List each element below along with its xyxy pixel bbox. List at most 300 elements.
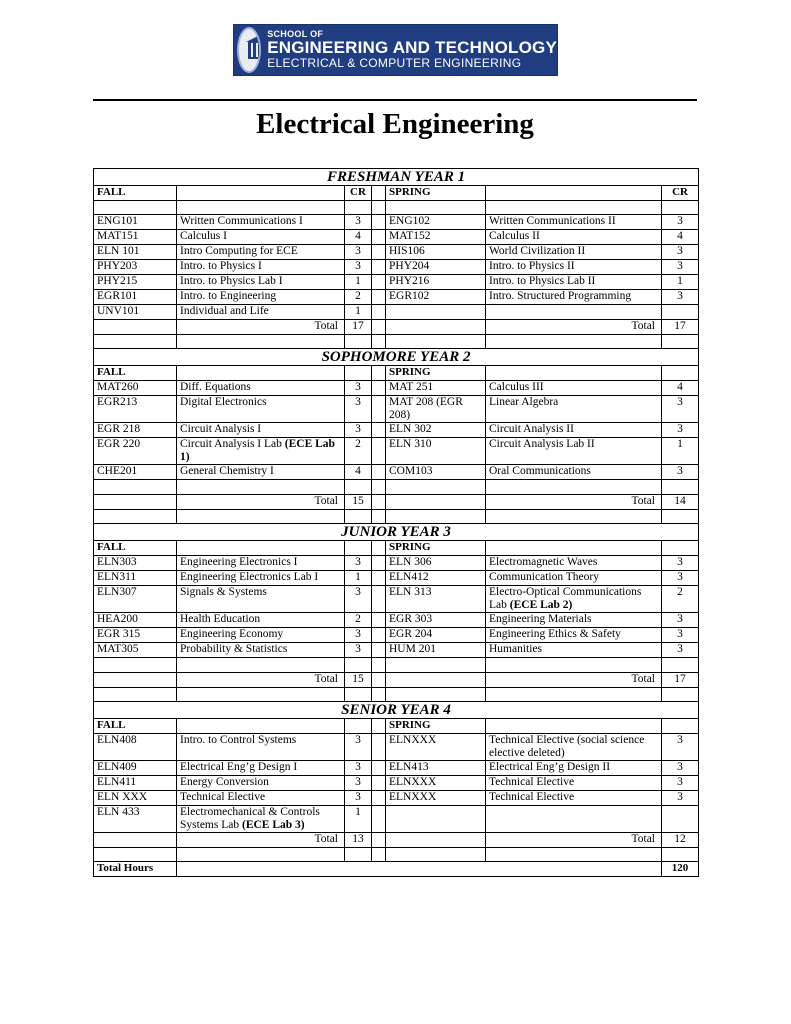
course-row (94, 571, 699, 586)
spring-credits: 3 (662, 556, 699, 571)
empty-cell (662, 366, 699, 381)
spring-credits: 1 (662, 275, 699, 290)
spring-course-code: ELNXXX (386, 776, 486, 791)
fall-course-title (177, 290, 345, 305)
spring-credits: 3 (662, 761, 699, 776)
empty-cell (94, 335, 177, 349)
spring-course-code: MAT 251 (386, 381, 486, 396)
header-rule (93, 99, 697, 101)
spring-course-title-text: Intro. to Physics Lab II (489, 275, 596, 287)
fall-credits: 3 (345, 381, 372, 396)
fall-credits: 2 (345, 438, 372, 465)
empty-cell (372, 480, 386, 495)
spring-credits: 3 (662, 791, 699, 806)
fall-course-code: EGR 218 (94, 423, 177, 438)
spring-course-title (486, 290, 662, 305)
empty-cell (177, 541, 345, 556)
fall-credits: 3 (345, 396, 372, 423)
fall-credits: 3 (345, 556, 372, 571)
course-row (94, 260, 699, 275)
fall-course-title-text: Energy Conversion (180, 776, 269, 788)
empty-cell (486, 541, 662, 556)
fall-course-code: ENG101 (94, 215, 177, 230)
semester-header-row (94, 541, 699, 556)
spring-course-code: ELN 313 (386, 586, 486, 613)
empty-cell (486, 201, 662, 215)
fall-course-title (177, 230, 345, 245)
spring-course-title-text: Circuit Analysis II (489, 423, 574, 435)
spring-course-title (486, 230, 662, 245)
fall-credits: 3 (345, 215, 372, 230)
empty-cell (94, 848, 177, 862)
empty-cell (386, 320, 486, 335)
fall-label: FALL (94, 366, 177, 381)
empty-cell (372, 658, 386, 673)
empty-cell (372, 201, 386, 215)
spring-course-title-text: Intro. Structured Programming (489, 290, 632, 302)
fall-course-title-text: Intro. to Physics I (180, 260, 262, 272)
fall-course-title (177, 438, 345, 465)
spring-course-code: PHY204 (386, 260, 486, 275)
empty-cell (177, 186, 345, 201)
empty-cell (372, 230, 386, 245)
spacer-row (94, 510, 699, 524)
empty-cell (345, 541, 372, 556)
spring-course-title-text: Technical Elective (489, 776, 575, 788)
fall-course-code: EGR101 (94, 290, 177, 305)
empty-cell (372, 423, 386, 438)
semester-header-row (94, 366, 699, 381)
spring-course-title (486, 658, 662, 673)
empty-cell (345, 510, 372, 524)
course-row (94, 275, 699, 290)
spring-course-code: COM103 (386, 465, 486, 480)
empty-cell (486, 335, 662, 349)
empty-cell (372, 556, 386, 571)
fall-course-title-text: Probability & Statistics (180, 643, 288, 655)
fall-course-title (177, 396, 345, 423)
fall-course-title (177, 776, 345, 791)
spring-course-title-text: Technical Elective (social science elective deleted) (489, 734, 645, 759)
fall-credits: 3 (345, 776, 372, 791)
spring-course-title-text: Calculus III (489, 381, 544, 393)
fall-credits: 4 (345, 230, 372, 245)
spring-course-title (486, 734, 662, 761)
empty-cell (94, 495, 177, 510)
spring-course-title-text: Electro-Optical Communications Lab (489, 586, 642, 611)
fall-course-title-text: Electromechanical & Controls Systems Lab (180, 806, 320, 831)
fall-credits: 2 (345, 613, 372, 628)
fall-course-code: ELN311 (94, 571, 177, 586)
fall-total-label: Total (177, 673, 345, 688)
fall-course-title (177, 806, 345, 833)
spring-course-code: EGR 204 (386, 628, 486, 643)
spacer-row (94, 688, 699, 702)
fall-label: FALL (94, 719, 177, 734)
year-title: SENIOR YEAR 4 (94, 702, 699, 719)
empty-cell (662, 719, 699, 734)
spring-course-code: ELN 310 (386, 438, 486, 465)
spring-course-title-text: Written Communications II (489, 215, 616, 227)
spring-total-label: Total (486, 320, 662, 335)
fall-credits: 1 (345, 806, 372, 833)
course-row (94, 290, 699, 305)
spring-course-code: ELN412 (386, 571, 486, 586)
fall-course-title (177, 761, 345, 776)
empty-cell (662, 335, 699, 349)
semester-header-row (94, 719, 699, 734)
spring-course-title-text: Technical Elective (489, 791, 575, 803)
fall-course-code: ELN408 (94, 734, 177, 761)
spring-label: SPRING (386, 719, 486, 734)
logo-line-2: ENGINEERING AND TECHNOLOGY (267, 38, 557, 57)
spring-course-title (486, 791, 662, 806)
spring-course-title-text: Engineering Ethics & Safety (489, 628, 621, 640)
spring-course-code: ELNXXX (386, 734, 486, 761)
empty-cell (372, 833, 386, 848)
fall-course-title (177, 643, 345, 658)
logo-text (267, 25, 557, 75)
empty-cell (386, 201, 486, 215)
spring-course-code: HIS106 (386, 245, 486, 260)
total-hours-label: Total Hours (94, 862, 177, 877)
empty-cell (386, 833, 486, 848)
empty-cell (372, 586, 386, 613)
fall-course-title (177, 305, 345, 320)
spring-course-code: EGR102 (386, 290, 486, 305)
spring-course-code (386, 480, 486, 495)
spring-course-code (386, 806, 486, 833)
fall-credits: 3 (345, 586, 372, 613)
spring-course-code: EGR 303 (386, 613, 486, 628)
empty-cell (372, 495, 386, 510)
fall-credits: 1 (345, 275, 372, 290)
spring-course-title (486, 586, 662, 613)
empty-cell (94, 320, 177, 335)
fall-total-label: Total (177, 833, 345, 848)
fall-course-title (177, 571, 345, 586)
spring-total-value: 12 (662, 833, 699, 848)
course-row (94, 791, 699, 806)
spring-course-title (486, 260, 662, 275)
spring-credits (662, 480, 699, 495)
empty-cell (372, 719, 386, 734)
empty-cell (372, 734, 386, 761)
fall-course-title-text: Technical Elective (180, 791, 266, 803)
fall-course-title (177, 260, 345, 275)
spring-credits: 4 (662, 381, 699, 396)
spring-total-value: 17 (662, 673, 699, 688)
spring-course-title (486, 215, 662, 230)
empty-cell (372, 335, 386, 349)
course-row (94, 586, 699, 613)
spring-course-title (486, 776, 662, 791)
fall-course-title-text: Written Communications I (180, 215, 303, 227)
fall-course-title (177, 613, 345, 628)
empty-cell (345, 719, 372, 734)
fall-course-code: EGR213 (94, 396, 177, 423)
spring-course-title (486, 245, 662, 260)
spring-credits: 2 (662, 586, 699, 613)
fall-course-title-text: Engineering Economy (180, 628, 284, 640)
empty-cell (372, 186, 386, 201)
spring-credits: 3 (662, 290, 699, 305)
spring-course-title (486, 761, 662, 776)
fall-credits: 3 (345, 643, 372, 658)
spacer-row (94, 848, 699, 862)
fall-course-code: UNV101 (94, 305, 177, 320)
empty-cell (372, 381, 386, 396)
empty-cell (94, 833, 177, 848)
fall-cr-label: CR (345, 186, 372, 201)
spring-credits (662, 305, 699, 320)
spring-course-code: MAT152 (386, 230, 486, 245)
spring-credits: 3 (662, 215, 699, 230)
empty-cell (372, 320, 386, 335)
course-row (94, 628, 699, 643)
empty-cell (386, 495, 486, 510)
fall-credits: 3 (345, 245, 372, 260)
fall-label: FALL (94, 186, 177, 201)
empty-cell (372, 673, 386, 688)
empty-cell (372, 260, 386, 275)
fall-course-title (177, 628, 345, 643)
empty-cell (94, 688, 177, 702)
empty-cell (486, 366, 662, 381)
course-row (94, 381, 699, 396)
spring-total-label: Total (486, 673, 662, 688)
empty-cell (386, 335, 486, 349)
fall-course-title (177, 275, 345, 290)
spring-credits: 3 (662, 628, 699, 643)
empty-cell (372, 776, 386, 791)
spring-course-title-text: Electrical Eng’g Design II (489, 761, 611, 773)
spring-course-title (486, 438, 662, 465)
fall-course-title-text: Health Education (180, 613, 261, 625)
empty-cell (372, 848, 386, 862)
course-row (94, 305, 699, 320)
spring-credits: 3 (662, 260, 699, 275)
spring-total-value: 14 (662, 495, 699, 510)
empty-cell (177, 862, 662, 877)
spring-course-code: ELN 302 (386, 423, 486, 438)
fall-course-title-text: Intro Computing for ECE (180, 245, 298, 257)
course-row (94, 396, 699, 423)
fall-course-title (177, 215, 345, 230)
spring-course-title-text: Circuit Analysis Lab II (489, 438, 595, 450)
fall-course-code: ELN 433 (94, 806, 177, 833)
fall-course-title-text: General Chemistry I (180, 465, 274, 477)
spring-course-title (486, 643, 662, 658)
empty-cell (372, 688, 386, 702)
spring-credits: 4 (662, 230, 699, 245)
empty-cell (345, 366, 372, 381)
fall-course-title (177, 245, 345, 260)
fall-credits: 3 (345, 761, 372, 776)
course-row (94, 465, 699, 480)
logo-line-1: SCHOOL OF (267, 29, 324, 39)
fall-course-title (177, 658, 345, 673)
empty-cell (372, 275, 386, 290)
fall-credits: 3 (345, 260, 372, 275)
fall-course-code: PHY203 (94, 260, 177, 275)
spring-course-title-text: Intro. to Physics II (489, 260, 575, 272)
fall-course-title-text: Intro. to Physics Lab I (180, 275, 283, 287)
empty-cell (662, 848, 699, 862)
spring-credits: 3 (662, 776, 699, 791)
empty-cell (177, 719, 345, 734)
course-row (94, 245, 699, 260)
fall-credits: 3 (345, 734, 372, 761)
fall-course-title-text: Intro. to Engineering (180, 290, 277, 302)
spring-course-title (486, 571, 662, 586)
fall-course-title-text: Signals & Systems (180, 586, 267, 598)
fall-course-title (177, 480, 345, 495)
empty-cell (372, 761, 386, 776)
fall-course-code: ELN XXX (94, 791, 177, 806)
spring-course-title (486, 396, 662, 423)
spring-credits: 3 (662, 465, 699, 480)
spring-course-title (486, 465, 662, 480)
fall-course-title (177, 465, 345, 480)
empty-cell (94, 673, 177, 688)
course-row (94, 734, 699, 761)
empty-cell (386, 673, 486, 688)
fall-course-title (177, 586, 345, 613)
fall-course-title-text: Intro. to Control Systems (180, 734, 297, 746)
empty-cell (486, 688, 662, 702)
empty-cell (372, 305, 386, 320)
year-title-row (94, 349, 699, 366)
fall-course-title-text: Electrical Eng’g Design I (180, 761, 298, 773)
fall-course-code: ELN409 (94, 761, 177, 776)
fall-credits: 3 (345, 628, 372, 643)
semester-header-row (94, 186, 699, 201)
fall-course-code: EGR 315 (94, 628, 177, 643)
spring-course-title (486, 806, 662, 833)
spring-label: SPRING (386, 366, 486, 381)
empty-cell (372, 215, 386, 230)
fall-course-code: MAT151 (94, 230, 177, 245)
fall-course-code: ELN307 (94, 586, 177, 613)
spacer-row (94, 335, 699, 349)
empty-cell (372, 366, 386, 381)
year-title-row (94, 169, 699, 186)
empty-cell (386, 848, 486, 862)
year-title-row (94, 702, 699, 719)
course-row (94, 613, 699, 628)
fall-course-code (94, 658, 177, 673)
empty-cell (177, 688, 345, 702)
course-row (94, 643, 699, 658)
spring-total-label: Total (486, 495, 662, 510)
spring-course-code: ELN 306 (386, 556, 486, 571)
spring-course-title (486, 628, 662, 643)
spring-course-code: PHY216 (386, 275, 486, 290)
empty-cell (486, 848, 662, 862)
empty-cell (345, 688, 372, 702)
empty-cell (662, 541, 699, 556)
empty-cell (662, 201, 699, 215)
fall-lab-tag: (ECE Lab 3) (241, 819, 305, 831)
fall-course-code: MAT260 (94, 381, 177, 396)
fall-credits: 3 (345, 423, 372, 438)
spring-label: SPRING (386, 186, 486, 201)
course-row (94, 761, 699, 776)
empty-cell (94, 510, 177, 524)
spring-course-title-text: World Civilization II (489, 245, 586, 257)
spring-total-value: 17 (662, 320, 699, 335)
curriculum-table (93, 168, 699, 877)
spring-course-code: ELNXXX (386, 791, 486, 806)
spring-credits: 3 (662, 643, 699, 658)
empty-cell (177, 510, 345, 524)
empty-cell (372, 643, 386, 658)
empty-cell (372, 613, 386, 628)
empty-cell (372, 290, 386, 305)
fall-total-value: 15 (345, 495, 372, 510)
empty-cell (662, 510, 699, 524)
fall-course-code (94, 480, 177, 495)
total-row (94, 320, 699, 335)
spring-total-label: Total (486, 833, 662, 848)
spring-credits (662, 806, 699, 833)
course-row (94, 215, 699, 230)
spring-credits: 3 (662, 571, 699, 586)
empty-cell (372, 510, 386, 524)
empty-cell (372, 465, 386, 480)
course-row (94, 230, 699, 245)
spacer-row (94, 201, 699, 215)
spring-credits: 3 (662, 613, 699, 628)
course-row (94, 480, 699, 495)
spring-course-code: ELN413 (386, 761, 486, 776)
school-logo (233, 24, 558, 76)
year-title: SOPHOMORE YEAR 2 (94, 349, 699, 366)
fall-course-title-text: Circuit Analysis I Lab (180, 438, 282, 450)
fall-course-code: MAT305 (94, 643, 177, 658)
year-title: FRESHMAN YEAR 1 (94, 169, 699, 186)
spring-credits: 3 (662, 245, 699, 260)
spring-course-title (486, 275, 662, 290)
fall-course-code: ELN 101 (94, 245, 177, 260)
spring-course-title-text: Engineering Materials (489, 613, 592, 625)
empty-cell (177, 848, 345, 862)
spring-credits: 3 (662, 396, 699, 423)
fall-total-value: 13 (345, 833, 372, 848)
fall-course-title (177, 381, 345, 396)
fall-credits (345, 480, 372, 495)
spring-course-title-text: Communication Theory (489, 571, 599, 583)
fall-credits: 2 (345, 290, 372, 305)
fall-lab-tag: (ECE Lab 1) (180, 438, 335, 463)
fall-credits (345, 658, 372, 673)
spring-course-title-text: Calculus II (489, 230, 540, 242)
total-row (94, 673, 699, 688)
spring-course-title-text: Electromagnetic Waves (489, 556, 598, 568)
spring-course-title (486, 480, 662, 495)
total-row (94, 833, 699, 848)
empty-cell (177, 366, 345, 381)
year-title-row (94, 524, 699, 541)
fall-course-title (177, 423, 345, 438)
fall-course-code: HEA200 (94, 613, 177, 628)
empty-cell (486, 186, 662, 201)
empty-cell (386, 688, 486, 702)
fall-total-label: Total (177, 320, 345, 335)
fall-course-code: EGR 220 (94, 438, 177, 465)
spring-credits: 3 (662, 734, 699, 761)
